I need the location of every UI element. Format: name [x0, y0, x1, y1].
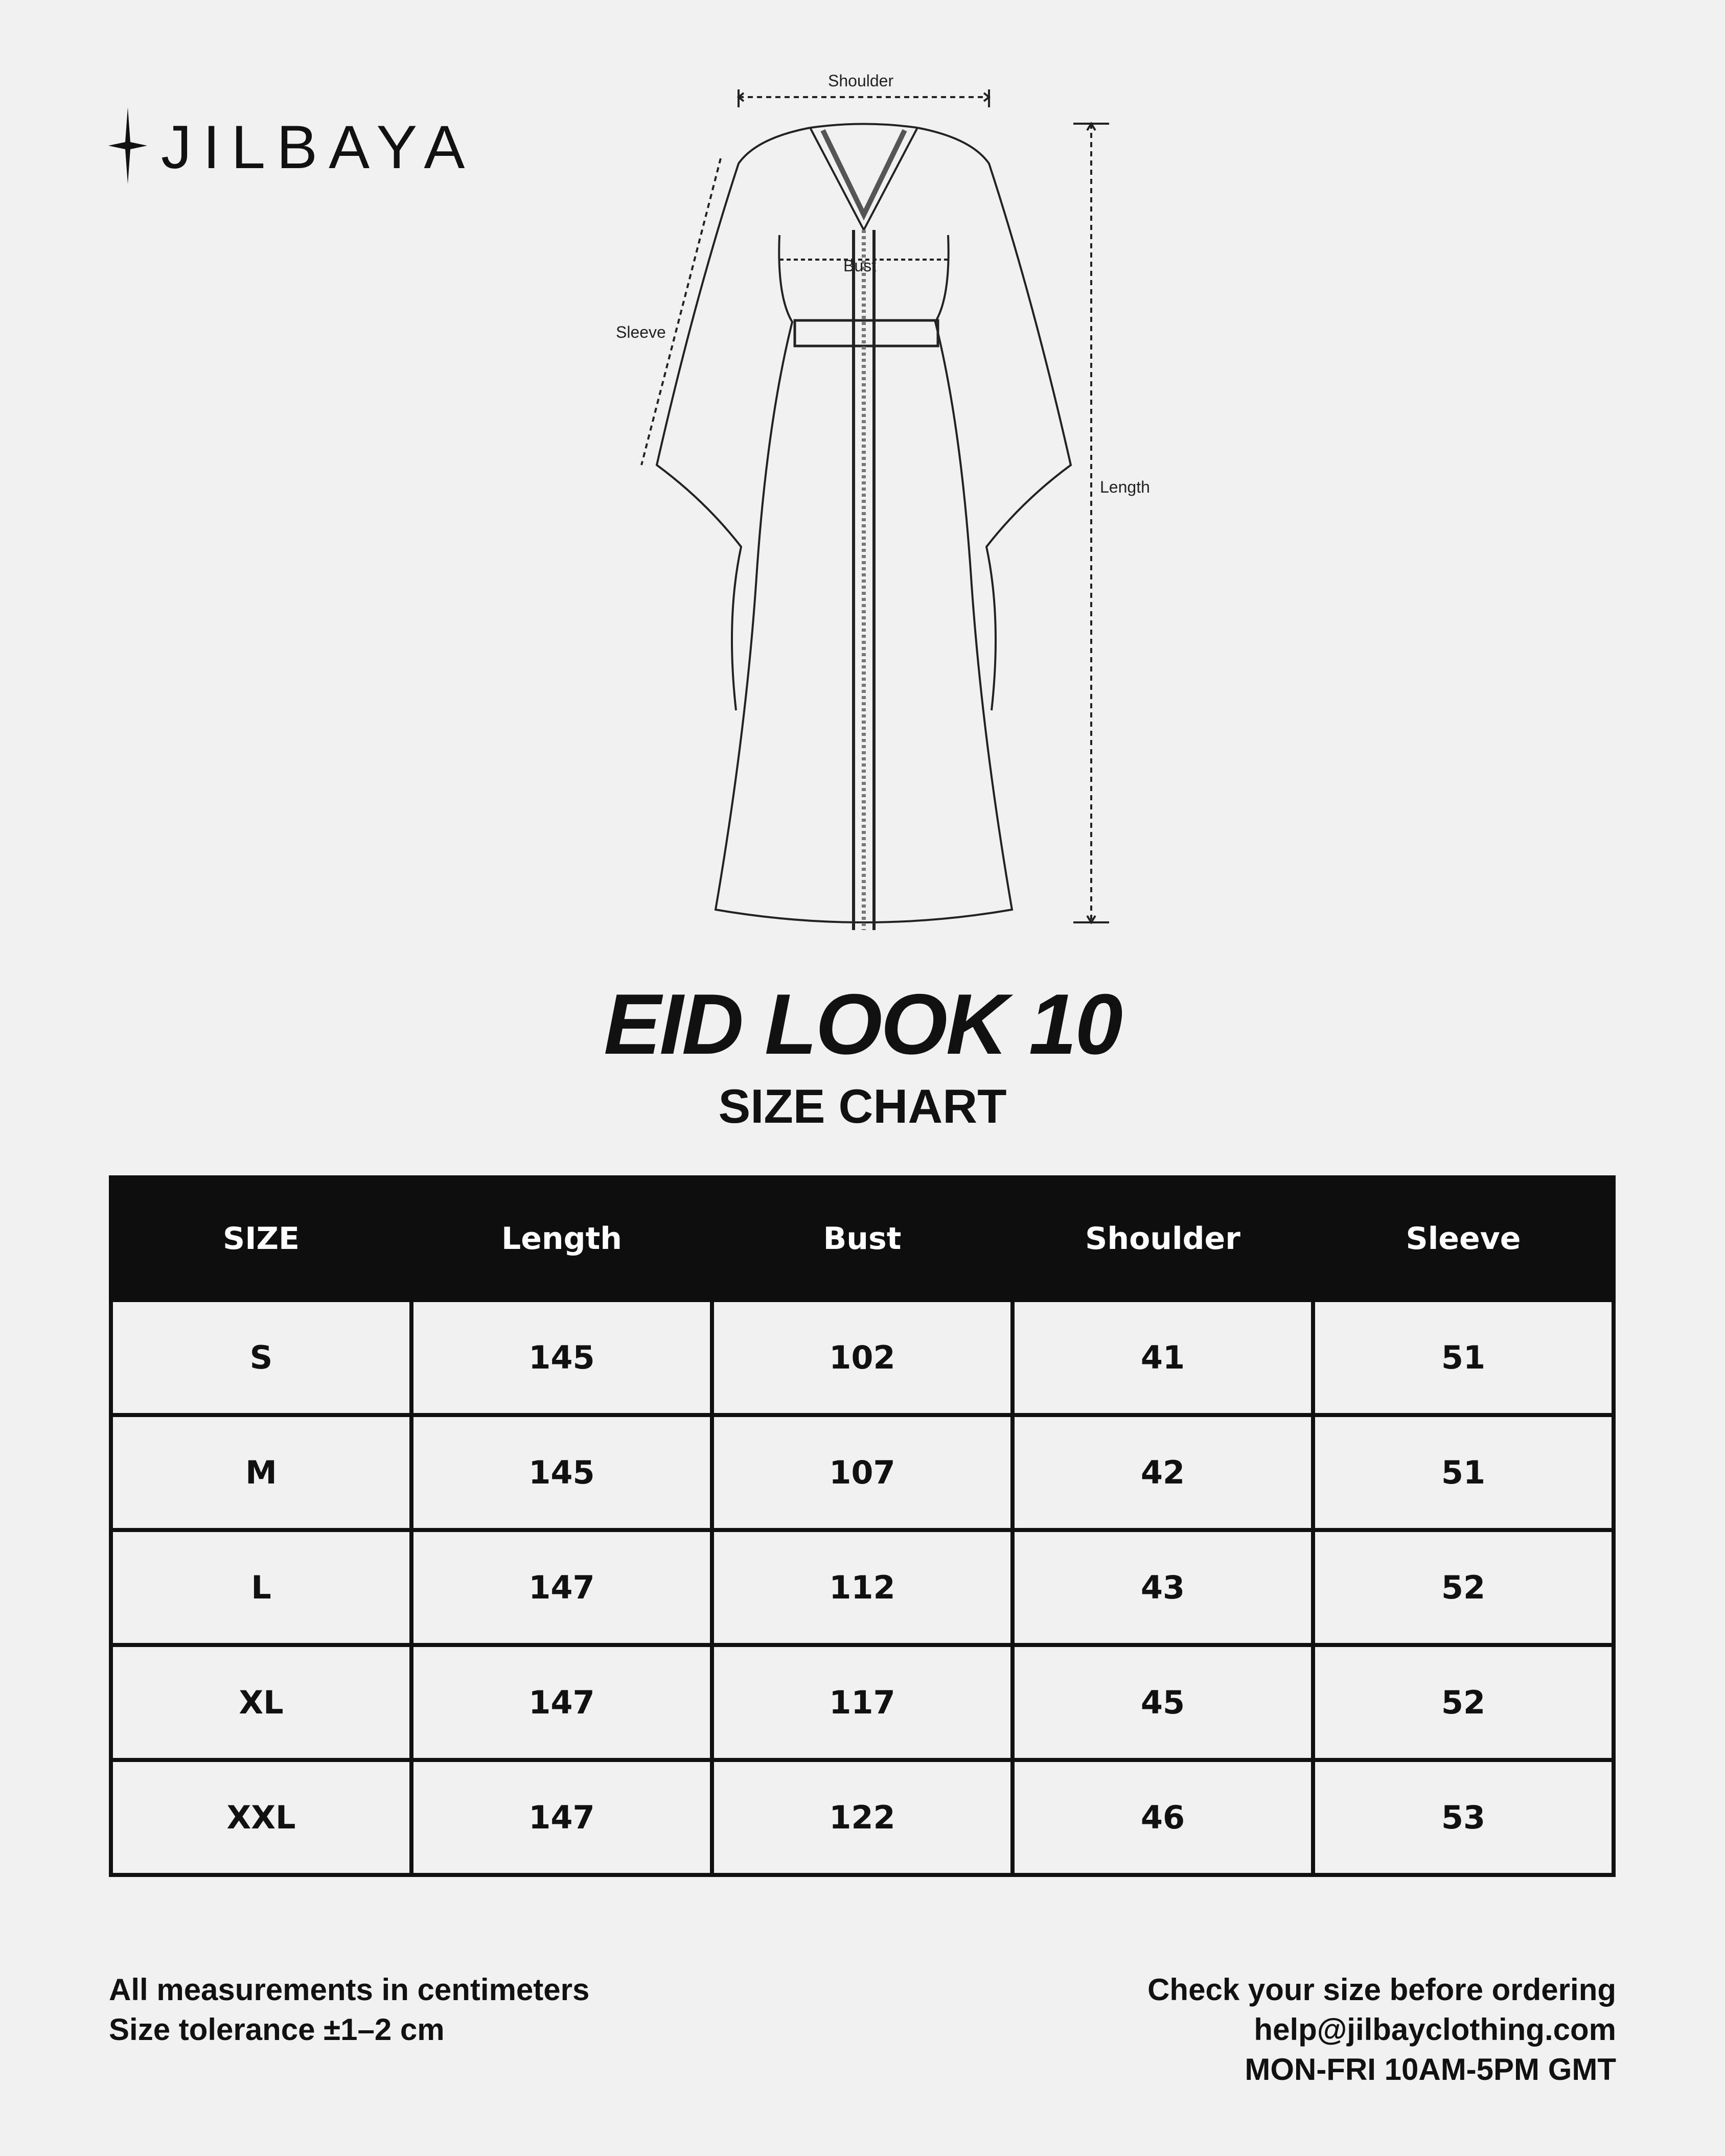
table-cell: 147: [411, 1645, 712, 1760]
table-cell: 51: [1313, 1415, 1614, 1530]
contact-email[interactable]: help@jilbayclothing.com: [1254, 2012, 1616, 2047]
table-cell: 145: [411, 1415, 712, 1530]
table-cell: L: [111, 1530, 411, 1645]
table-row: [111, 1415, 1614, 1530]
size-chart-table: [109, 1175, 1616, 1877]
header-bust: Bust: [712, 1177, 1013, 1300]
check-size-note: Check your size before ordering: [1147, 1973, 1616, 2007]
table-row: [111, 1530, 1614, 1645]
size-tolerance-note: Size tolerance ±1–2 cm: [109, 2012, 445, 2047]
brand-logo: [107, 107, 475, 189]
table-cell: 41: [1013, 1300, 1313, 1415]
brand-name: JILBAYA: [161, 113, 476, 181]
sleeve-label: Sleeve: [616, 323, 666, 341]
footer-contact: [1147, 1970, 1616, 2090]
header-size: SIZE: [111, 1177, 411, 1300]
header-length: Length: [411, 1177, 712, 1300]
table-cell: 52: [1313, 1645, 1614, 1760]
header-sleeve: Sleeve: [1313, 1177, 1614, 1300]
business-hours: MON-FRI 10AM-5PM GMT: [1245, 2052, 1616, 2087]
footer-notes: [109, 1970, 589, 2050]
table-cell: 122: [712, 1760, 1013, 1875]
table-row: [111, 1645, 1614, 1760]
table-cell: 51: [1313, 1300, 1614, 1415]
measurement-unit-note: All measurements in centimeters: [109, 1973, 590, 2007]
table-cell: 53: [1313, 1760, 1614, 1875]
table-cell: M: [111, 1415, 411, 1530]
page-subtitle: SIZE CHART: [718, 1079, 1007, 1133]
dress-illustration: [603, 66, 1165, 935]
table-row: [111, 1300, 1614, 1415]
page-title: EID LOOK 10: [604, 976, 1121, 1072]
table-cell: 43: [1013, 1530, 1313, 1645]
table-cell: 145: [411, 1300, 712, 1415]
table-cell: 147: [411, 1530, 712, 1645]
table-cell: 45: [1013, 1645, 1313, 1760]
table-row: [111, 1760, 1614, 1875]
length-label: Length: [1100, 478, 1150, 496]
table-cell: 46: [1013, 1760, 1313, 1875]
table-cell: 107: [712, 1415, 1013, 1530]
header-shoulder: Shoulder: [1013, 1177, 1313, 1300]
dress-drawing: [603, 66, 1165, 935]
bust-label: Bust: [843, 257, 877, 275]
table-cell: S: [111, 1300, 411, 1415]
table-cell: 52: [1313, 1530, 1614, 1645]
table-cell: 42: [1013, 1415, 1313, 1530]
table-cell: 147: [411, 1760, 712, 1875]
table-cell: 117: [712, 1645, 1013, 1760]
shoulder-label: Shoulder: [828, 72, 894, 90]
table-cell: 102: [712, 1300, 1013, 1415]
table-cell: XXL: [111, 1760, 411, 1875]
table-cell: 112: [712, 1530, 1013, 1645]
table-cell: XL: [111, 1645, 411, 1760]
four-point-star-icon: [107, 107, 148, 184]
table-header-row: [111, 1177, 1614, 1300]
